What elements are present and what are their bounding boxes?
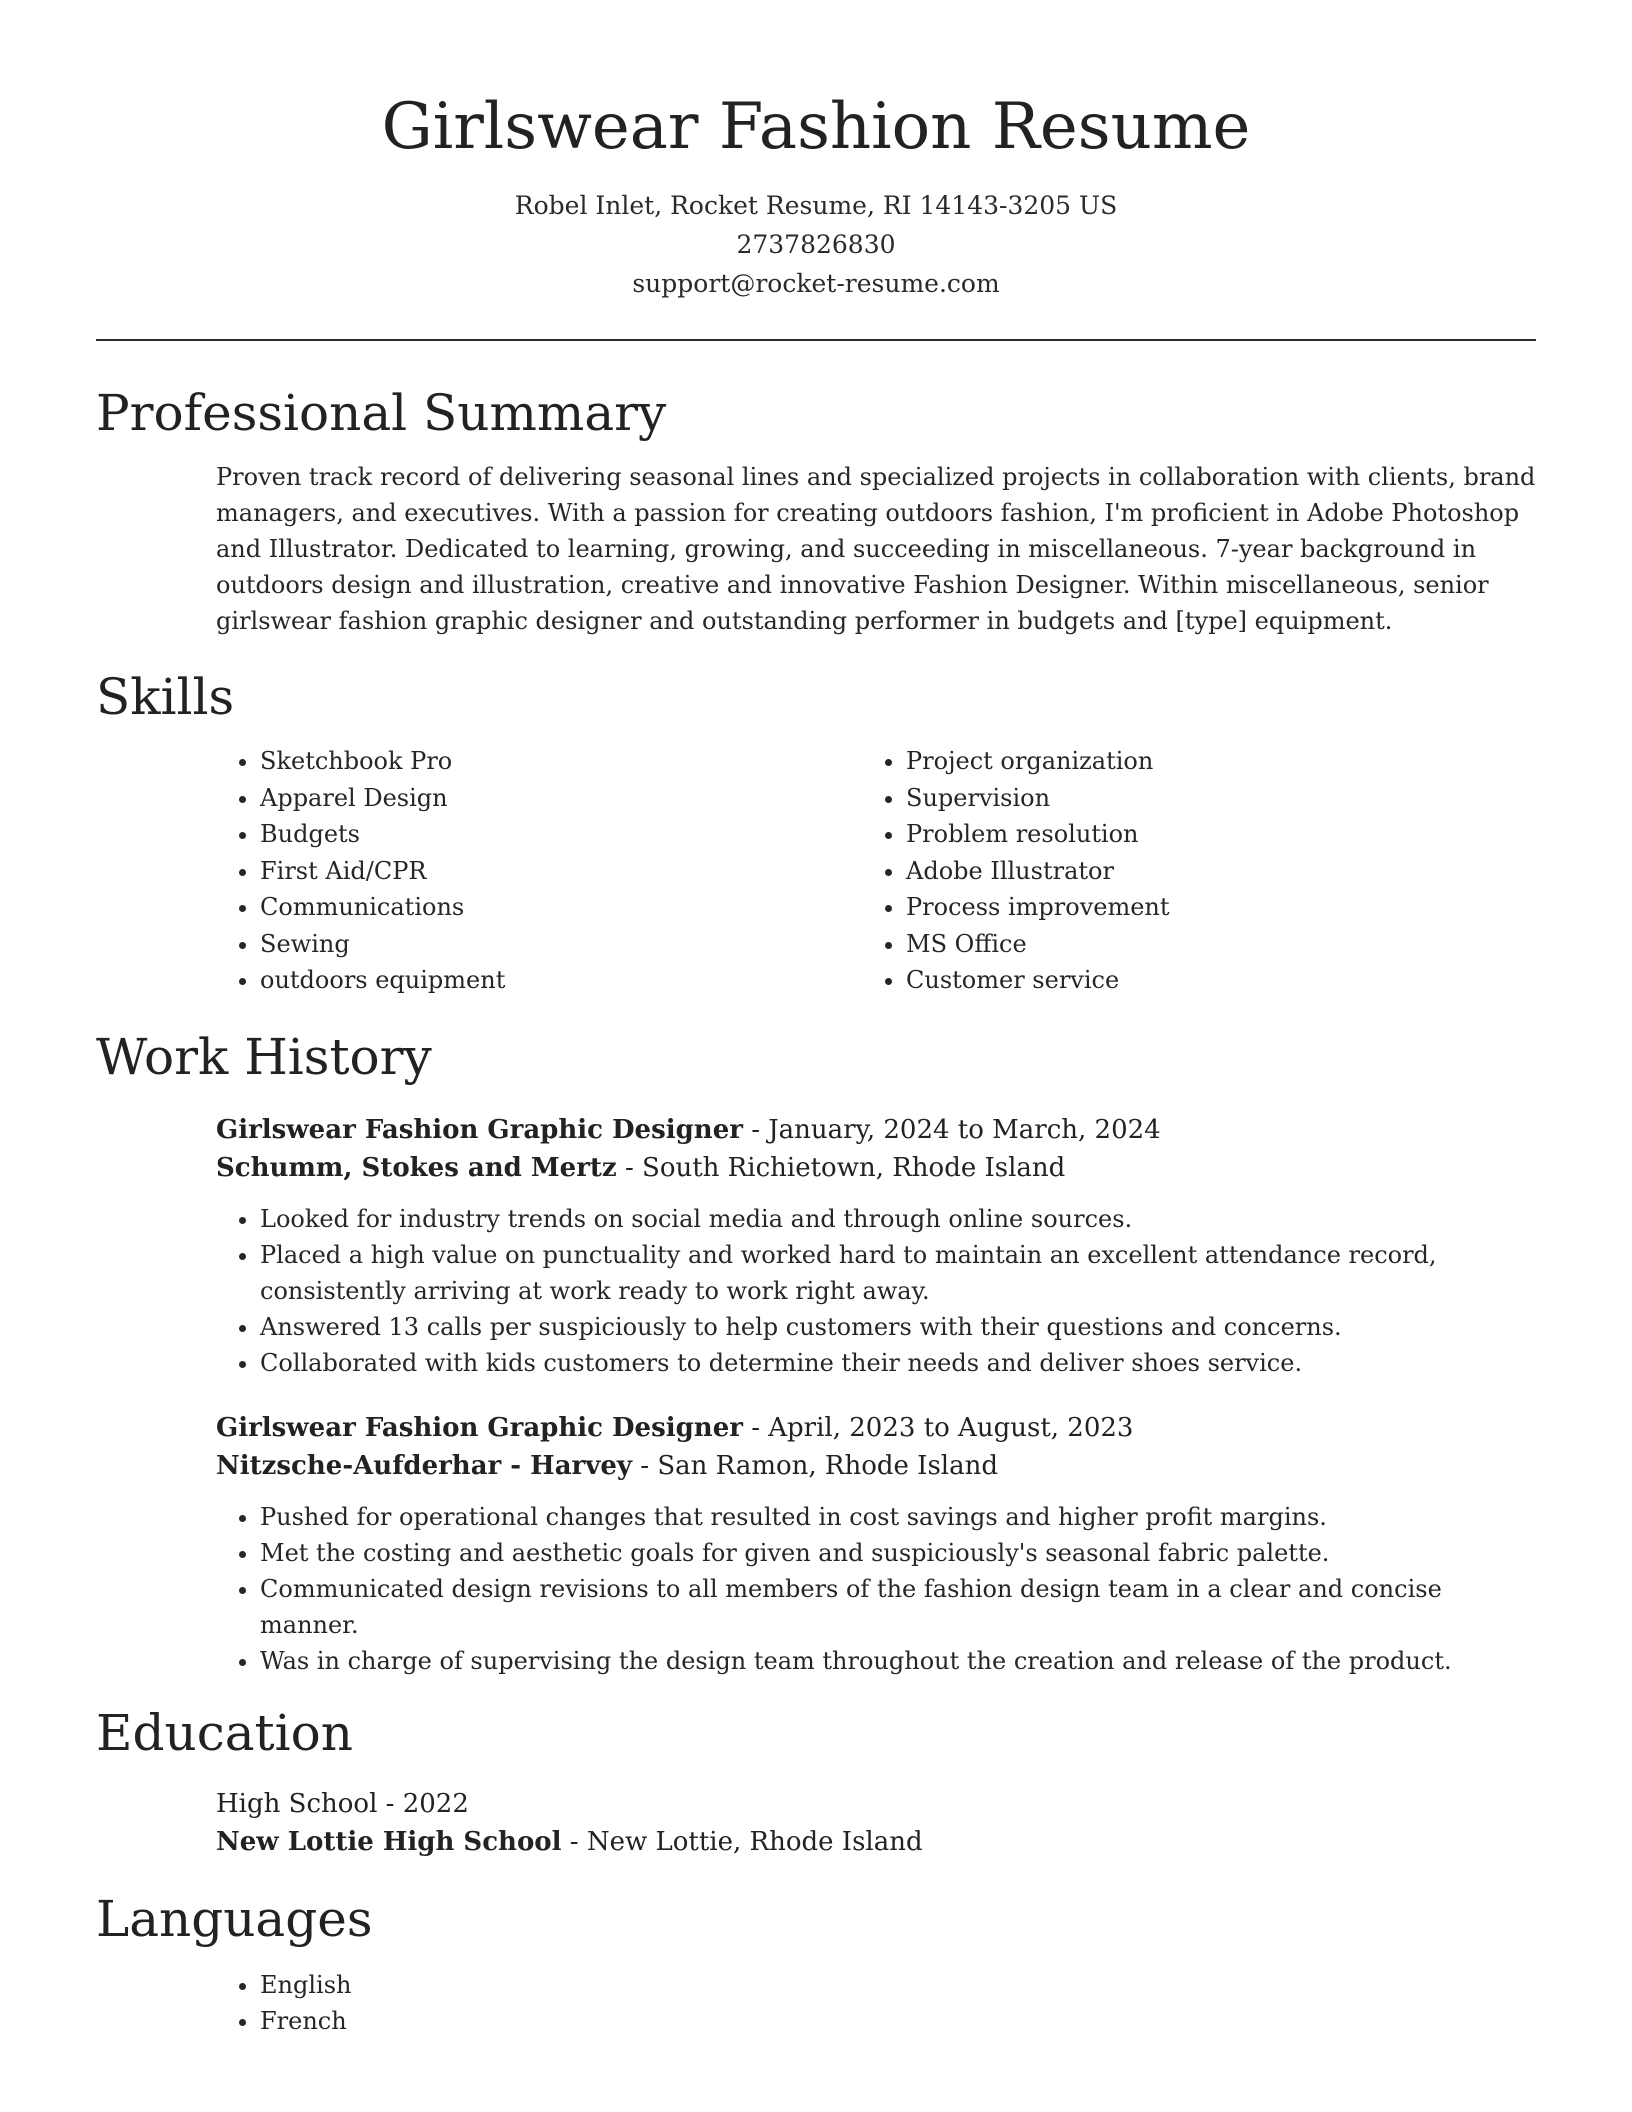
job-company-line (216, 1149, 1536, 1187)
resume-title: Girlswear Fashion Resume (381, 90, 1251, 164)
education-school-line (216, 1823, 1536, 1861)
languages-list (96, 1967, 1536, 2039)
language-item: • English (260, 1967, 1536, 2003)
skill-item: • Budgets (260, 816, 746, 853)
education-heading: Education (96, 1703, 353, 1762)
skill-item: • Process improvement (906, 889, 1392, 926)
contact-address: Robel Inlet, Rocket Resume, RI 14143-3205 US (514, 191, 1118, 220)
summary-heading: Professional Summary (96, 384, 667, 442)
job-title: Girlswear Fashion Graphic Designer (216, 1114, 743, 1145)
skill-item: • Apparel Design (260, 780, 746, 817)
education-school: New Lottie High School (216, 1826, 562, 1857)
job-entry (216, 1111, 1536, 1381)
job-dates: - April, 2023 to August, 2023 (742, 1412, 1134, 1443)
skill-item: • Problem resolution (906, 816, 1392, 853)
skills-column-right (746, 743, 1392, 999)
job-location: - South Richietown, Rhode Island (616, 1152, 1066, 1183)
job-title-line (216, 1409, 1536, 1447)
resume-page (96, 0, 1536, 2039)
job-company-line (216, 1447, 1536, 1485)
job-company: Schumm, Stokes and Mertz (216, 1152, 617, 1183)
header-divider (96, 339, 1536, 341)
job-entry (216, 1409, 1536, 1679)
contact-email: support@rocket-resume.com (632, 269, 1000, 298)
skill-item: • First Aid/CPR (260, 853, 746, 890)
job-duty: • Answered 13 calls per suspiciously to help customers with their questions and concerns. (260, 1309, 1536, 1345)
language-item: • French (260, 2003, 1536, 2039)
work-history-heading: Work History (96, 1027, 432, 1086)
summary-text: Proven track record of delivering seasonal lines and specialized projects in collaboration with clients, brand managers, and executives. With a passion for creating outdoors fashion, I'm proficient in Adobe Photoshop and Illustrator. Dedicated to learning, growing, and succeeding in miscellaneous. 7-year background in outdoors design and illustration, creative and innovative Fashion Designer. Within miscellaneous, senior girlswear fashion graphic designer and outstanding performer in budgets and [type] equipment. (216, 463, 1536, 635)
skill-item: • outdoors equipment (260, 962, 746, 999)
job-duty: • Looked for industry trends on social media and through online sources. (260, 1201, 1536, 1237)
skill-item: • Adobe Illustrator (906, 853, 1392, 890)
job-company: Nitzsche-Aufderhar - Harvey (216, 1450, 633, 1481)
job-duty: • Pushed for operational changes that resulted in cost savings and higher profit margins. (260, 1499, 1536, 1535)
job-location: - San Ramon, Rhode Island (632, 1450, 998, 1481)
skill-item: • MS Office (906, 926, 1392, 963)
job-duty: • Communicated design revisions to all members of the fashion design team in a clear and concise manner. (260, 1571, 1536, 1643)
job-duties (216, 1499, 1536, 1679)
job-duties (216, 1201, 1536, 1381)
skill-item: • Communications (260, 889, 746, 926)
languages-heading: Languages (96, 1889, 373, 1948)
job-dates: - January, 2024 to March, 2024 (742, 1114, 1161, 1145)
skill-item: • Project organization (906, 743, 1392, 780)
job-title: Girlswear Fashion Graphic Designer (216, 1412, 743, 1443)
job-duty: • Was in charge of supervising the design team throughout the creation and release of the product. (260, 1643, 1536, 1679)
job-title-line (216, 1111, 1536, 1149)
education-location: - New Lottie, Rhode Island (561, 1826, 923, 1857)
contact-phone: 2737826830 (736, 230, 896, 259)
skills-heading: Skills (96, 668, 235, 726)
contact-block (96, 186, 1536, 303)
education-entry (216, 1785, 1536, 1861)
job-duty: • Met the costing and aesthetic goals for given and suspiciously's seasonal fabric palette. (260, 1535, 1536, 1571)
education-degree: High School (216, 1788, 378, 1819)
skills-column-left (96, 743, 746, 999)
education-degree-line (216, 1785, 1536, 1823)
job-duty: • Collaborated with kids customers to determine their needs and deliver shoes service. (260, 1345, 1536, 1381)
skill-item: • Supervision (906, 780, 1392, 817)
skill-item: • Customer service (906, 962, 1392, 999)
job-duty: • Placed a high value on punctuality and worked hard to maintain an excellent attendance record, consistently arriving at work ready to work right away. (260, 1237, 1536, 1309)
skills-list (96, 743, 1536, 999)
education-year: - 2022 (377, 1788, 469, 1819)
skill-item: • Sketchbook Pro (260, 743, 746, 780)
skill-item: • Sewing (260, 926, 746, 963)
